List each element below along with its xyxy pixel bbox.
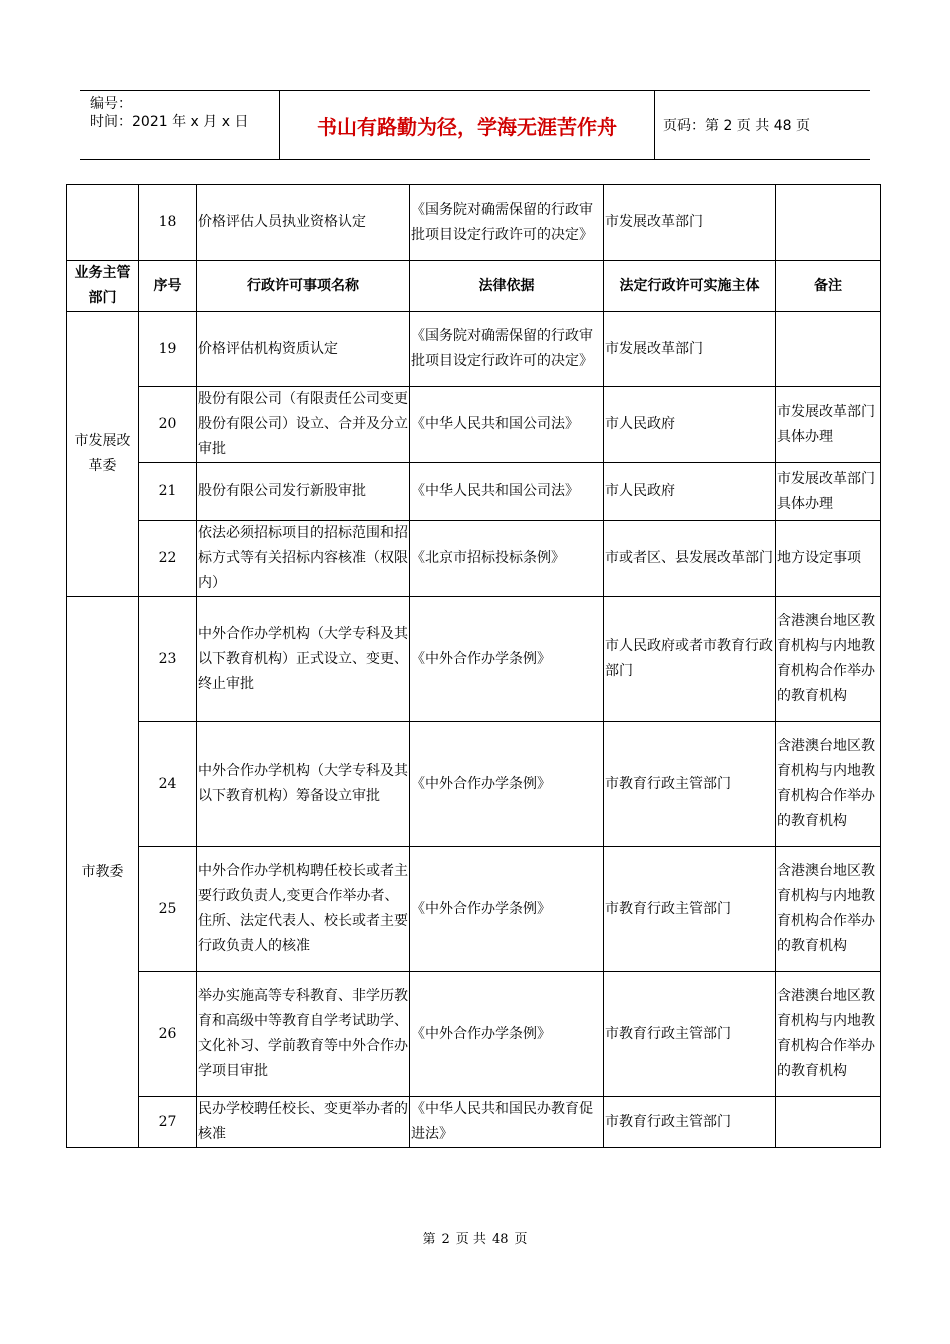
row-number: 18 xyxy=(139,185,197,261)
table-row xyxy=(67,722,881,847)
row-number: 21 xyxy=(139,463,197,521)
footer-mid: 页 共 xyxy=(455,1232,486,1247)
note xyxy=(776,1097,881,1148)
col-header-note: 备注 xyxy=(776,261,881,312)
table-row xyxy=(67,1097,881,1148)
legal-basis: 《中华人民共和国公司法》 xyxy=(410,387,604,463)
dept-cell xyxy=(67,185,139,261)
authority: 市发展改革部门 xyxy=(604,312,776,387)
item-name: 民办学校聘任校长、变更举办者的核准 xyxy=(197,1097,410,1148)
row-number: 27 xyxy=(139,1097,197,1148)
row-number: 19 xyxy=(139,312,197,387)
legal-basis: 《中外合作办学条例》 xyxy=(410,847,604,972)
item-name: 中外合作办学机构聘任校长或者主要行政负责人,变更合作举办者、住所、法定代表人、校长或者主要行政负责人的核准 xyxy=(197,847,410,972)
legal-basis: 《北京市招标投标条例》 xyxy=(410,521,604,597)
footer-prefix: 第 xyxy=(422,1232,436,1247)
table-row xyxy=(67,463,881,521)
note: 市发展改革部门具体办理 xyxy=(776,387,881,463)
doc-time-label: 时间：2021 年 x 月 x 日 xyxy=(90,114,249,130)
table-row xyxy=(67,521,881,597)
note: 地方设定事项 xyxy=(776,521,881,597)
note: 含港澳台地区教育机构与内地教育机构合作举办的教育机构 xyxy=(776,972,881,1097)
col-header-authority: 法定行政许可实施主体 xyxy=(604,261,776,312)
authority: 市人民政府 xyxy=(604,463,776,521)
table-row xyxy=(67,847,881,972)
legal-basis: 《中华人民共和国民办教育促进法》 xyxy=(410,1097,604,1148)
item-name: 依法必须招标项目的招标范围和招标方式等有关招标内容核准（权限内） xyxy=(197,521,410,597)
header-motto: 书山有路勤为径，学海无涯苦作舟 xyxy=(280,91,655,159)
legal-basis: 《中外合作办学条例》 xyxy=(410,972,604,1097)
row-number: 20 xyxy=(139,387,197,463)
table-row xyxy=(67,597,881,722)
item-name: 举办实施高等专科教育、非学历教育和高级中等教育自学考试助学、文化补习、学前教育等中外合作办学项目审批 xyxy=(197,972,410,1097)
legal-basis: 《中华人民共和国公司法》 xyxy=(410,463,604,521)
header-meta xyxy=(80,91,280,159)
table-header-row xyxy=(67,261,881,312)
legal-basis: 《国务院对确需保留的行政审批项目设定行政许可的决定》 xyxy=(410,185,604,261)
authority: 市教育行政主管部门 xyxy=(604,1097,776,1148)
page-footer xyxy=(0,1228,950,1247)
footer-suffix: 页 xyxy=(514,1232,528,1247)
note: 含港澳台地区教育机构与内地教育机构合作举办的教育机构 xyxy=(776,722,881,847)
item-name: 股份有限公司发行新股审批 xyxy=(197,463,410,521)
authority: 市人民政府或者市教育行政部门 xyxy=(604,597,776,722)
legal-basis: 《中外合作办学条例》 xyxy=(410,722,604,847)
table-row xyxy=(67,972,881,1097)
footer-page: 2 xyxy=(441,1232,450,1247)
permit-table xyxy=(66,184,881,1148)
item-name: 中外合作办学机构（大学专科及其以下教育机构）筹备设立审批 xyxy=(197,722,410,847)
authority: 市教育行政主管部门 xyxy=(604,722,776,847)
doc-number-label: 编号： xyxy=(90,96,132,112)
note: 市发展改革部门具体办理 xyxy=(776,463,881,521)
dept-cell: 市发展改革委 xyxy=(67,312,139,597)
col-header-law: 法律依据 xyxy=(410,261,604,312)
table-row xyxy=(67,387,881,463)
item-name: 价格评估机构资质认定 xyxy=(197,312,410,387)
col-header-name: 行政许可事项名称 xyxy=(197,261,410,312)
row-number: 25 xyxy=(139,847,197,972)
note: 含港澳台地区教育机构与内地教育机构合作举办的教育机构 xyxy=(776,847,881,972)
col-header-num: 序号 xyxy=(139,261,197,312)
note xyxy=(776,312,881,387)
header-page-info: 页码：第 2 页 共 48 页 xyxy=(663,118,810,134)
legal-basis: 《国务院对确需保留的行政审批项目设定行政许可的决定》 xyxy=(410,312,604,387)
note: 含港澳台地区教育机构与内地教育机构合作举办的教育机构 xyxy=(776,597,881,722)
row-number: 22 xyxy=(139,521,197,597)
col-header-dept: 业务主管部门 xyxy=(67,261,139,312)
note xyxy=(776,185,881,261)
dept-cell: 市教委 xyxy=(67,597,139,1148)
table-row xyxy=(67,312,881,387)
item-name: 中外合作办学机构（大学专科及其以下教育机构）正式设立、变更、终止审批 xyxy=(197,597,410,722)
legal-basis: 《中外合作办学条例》 xyxy=(410,597,604,722)
authority: 市人民政府 xyxy=(604,387,776,463)
footer-total: 48 xyxy=(491,1232,509,1247)
authority: 市或者区、县发展改革部门 xyxy=(604,521,776,597)
authority: 市教育行政主管部门 xyxy=(604,847,776,972)
authority: 市发展改革部门 xyxy=(604,185,776,261)
authority: 市教育行政主管部门 xyxy=(604,972,776,1097)
item-name: 股份有限公司（有限责任公司变更股份有限公司）设立、合并及分立审批 xyxy=(197,387,410,463)
row-number: 26 xyxy=(139,972,197,1097)
row-number: 23 xyxy=(139,597,197,722)
page-header xyxy=(80,90,870,160)
item-name: 价格评估人员执业资格认定 xyxy=(197,185,410,261)
table-row xyxy=(67,185,881,261)
row-number: 24 xyxy=(139,722,197,847)
